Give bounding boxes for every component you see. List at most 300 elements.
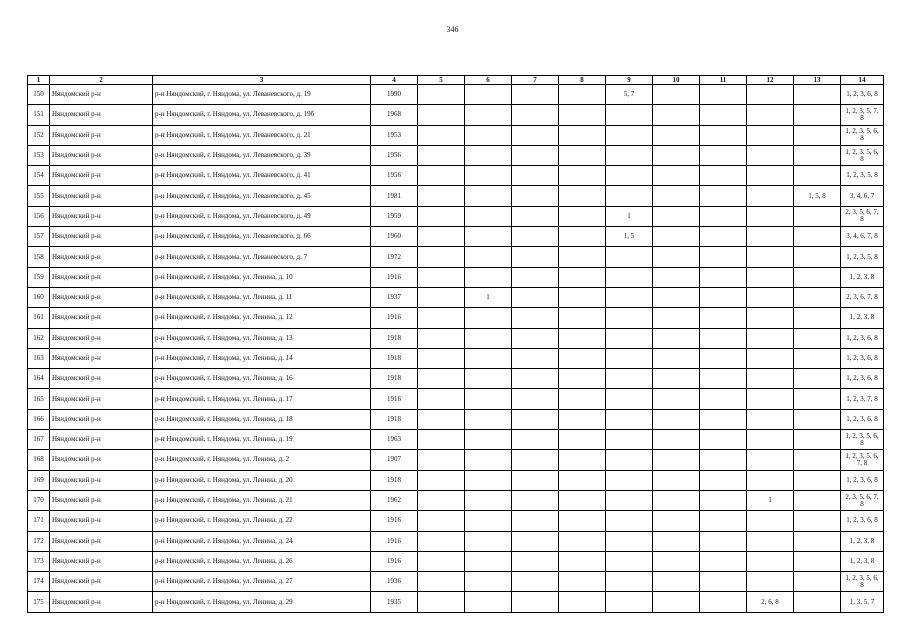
col8-cell bbox=[559, 511, 606, 531]
col14-cell: 3, 4, 6, 7, 8 bbox=[841, 227, 884, 247]
row-number-cell: 171 bbox=[28, 511, 50, 531]
col13-cell bbox=[794, 308, 841, 328]
col9-cell bbox=[606, 470, 653, 490]
year-cell: 1963 bbox=[371, 430, 418, 450]
col13-cell bbox=[794, 511, 841, 531]
year-cell: 1990 bbox=[371, 85, 418, 105]
row-number-cell: 172 bbox=[28, 531, 50, 551]
col11-cell bbox=[700, 247, 747, 267]
row-number-cell: 159 bbox=[28, 267, 50, 287]
col8-cell bbox=[559, 105, 606, 125]
col6-cell bbox=[465, 227, 512, 247]
col10-cell bbox=[653, 551, 700, 571]
col12-cell bbox=[747, 551, 794, 571]
col10-cell bbox=[653, 389, 700, 409]
col9-cell bbox=[606, 105, 653, 125]
col7-cell bbox=[512, 267, 559, 287]
row-number-cell: 169 bbox=[28, 470, 50, 490]
row-number-cell: 151 bbox=[28, 105, 50, 125]
col7-cell bbox=[512, 369, 559, 389]
col11-cell bbox=[700, 531, 747, 551]
col9-cell bbox=[606, 348, 653, 368]
col6-cell bbox=[465, 592, 512, 612]
col14-cell: 1, 2, 3, 8 bbox=[841, 531, 884, 551]
col10-cell bbox=[653, 490, 700, 510]
table-row bbox=[28, 85, 884, 105]
col9-cell bbox=[606, 166, 653, 186]
col10-cell bbox=[653, 369, 700, 389]
col10-cell bbox=[653, 105, 700, 125]
row-number-cell: 154 bbox=[28, 166, 50, 186]
col11-cell bbox=[700, 551, 747, 571]
col13-cell bbox=[794, 592, 841, 612]
col10-cell bbox=[653, 267, 700, 287]
col9-cell bbox=[606, 490, 653, 510]
col5-cell bbox=[418, 551, 465, 571]
table-row bbox=[28, 227, 884, 247]
col5-cell bbox=[418, 85, 465, 105]
row-number-cell: 163 bbox=[28, 348, 50, 368]
table-row bbox=[28, 511, 884, 531]
col11-cell bbox=[700, 572, 747, 592]
col12-cell bbox=[747, 308, 794, 328]
col10-cell bbox=[653, 85, 700, 105]
district-cell: Няндомский р-н bbox=[50, 511, 153, 531]
year-cell: 1962 bbox=[371, 490, 418, 510]
year-cell: 1918 bbox=[371, 470, 418, 490]
address-cell: р-н Няндомский, г. Няндома, ул. Ленина, д. 27 bbox=[153, 572, 371, 592]
col11-cell bbox=[700, 490, 747, 510]
col14-cell: 3, 4, 6, 7 bbox=[841, 186, 884, 206]
col7-cell bbox=[512, 247, 559, 267]
col10-cell bbox=[653, 125, 700, 145]
col6-cell bbox=[465, 572, 512, 592]
col13-cell bbox=[794, 531, 841, 551]
col8-cell bbox=[559, 308, 606, 328]
year-cell: 1907 bbox=[371, 450, 418, 470]
address-cell: р-н Няндомский, г. Няндома, ул. Ленина, д. 13 bbox=[153, 328, 371, 348]
col12-cell bbox=[747, 186, 794, 206]
col6-cell bbox=[465, 186, 512, 206]
col13-cell bbox=[794, 145, 841, 165]
col11-cell bbox=[700, 369, 747, 389]
row-number-cell: 160 bbox=[28, 287, 50, 307]
col5-cell bbox=[418, 308, 465, 328]
address-cell: р-н Няндомский, г. Няндома, ул. Ленина, д. 16 bbox=[153, 369, 371, 389]
col6-cell bbox=[465, 267, 512, 287]
col7-cell bbox=[512, 186, 559, 206]
col6-cell bbox=[465, 450, 512, 470]
col12-cell: 1 bbox=[747, 490, 794, 510]
col10-cell bbox=[653, 308, 700, 328]
address-cell: р-н Няндомский, г. Няндома, ул. Ленина, д. 12 bbox=[153, 308, 371, 328]
col8-cell bbox=[559, 470, 606, 490]
col10-cell bbox=[653, 206, 700, 226]
year-cell: 1916 bbox=[371, 267, 418, 287]
col14-cell: 1, 2, 3, 6, 8 bbox=[841, 470, 884, 490]
col9-cell bbox=[606, 592, 653, 612]
col14-cell: 1, 2, 3, 8 bbox=[841, 267, 884, 287]
col13-cell bbox=[794, 105, 841, 125]
table-row bbox=[28, 348, 884, 368]
col6-cell bbox=[465, 145, 512, 165]
col12-cell bbox=[747, 369, 794, 389]
col14-cell: 1, 2, 3, 6, 8 bbox=[841, 328, 884, 348]
col12-cell bbox=[747, 267, 794, 287]
address-cell: р-н Няндомский, г. Няндома, ул. Ленина, д. 17 bbox=[153, 389, 371, 409]
col10-cell bbox=[653, 450, 700, 470]
col14-cell: 1, 2, 3, 8 bbox=[841, 551, 884, 571]
col11-cell bbox=[700, 348, 747, 368]
table-row bbox=[28, 572, 884, 592]
table-row bbox=[28, 145, 884, 165]
col5-cell bbox=[418, 531, 465, 551]
col13-cell bbox=[794, 551, 841, 571]
col8-cell bbox=[559, 409, 606, 429]
col5-cell bbox=[418, 572, 465, 592]
col10-cell bbox=[653, 328, 700, 348]
row-number-cell: 174 bbox=[28, 572, 50, 592]
col6-cell bbox=[465, 511, 512, 531]
table-row bbox=[28, 105, 884, 125]
district-cell: Няндомский р-н bbox=[50, 430, 153, 450]
col7-cell bbox=[512, 551, 559, 571]
col11-cell bbox=[700, 166, 747, 186]
col7-cell bbox=[512, 125, 559, 145]
col7-cell bbox=[512, 430, 559, 450]
table-row bbox=[28, 166, 884, 186]
column-header: 14 bbox=[841, 76, 884, 85]
col9-cell bbox=[606, 145, 653, 165]
col9-cell bbox=[606, 430, 653, 450]
col13-cell bbox=[794, 430, 841, 450]
address-cell: р-н Няндомский, г. Няндома, ул. Ленина, д. 2 bbox=[153, 450, 371, 470]
district-cell: Няндомский р-н bbox=[50, 247, 153, 267]
col10-cell bbox=[653, 348, 700, 368]
col6-cell bbox=[465, 369, 512, 389]
col6-cell bbox=[465, 166, 512, 186]
col5-cell bbox=[418, 430, 465, 450]
address-cell: р-н Няндомский, г. Няндома, ул. Ленина, д. 18 bbox=[153, 409, 371, 429]
year-cell: 1937 bbox=[371, 287, 418, 307]
col9-cell bbox=[606, 308, 653, 328]
col11-cell bbox=[700, 227, 747, 247]
col10-cell bbox=[653, 409, 700, 429]
district-cell: Няндомский р-н bbox=[50, 186, 153, 206]
col6-cell bbox=[465, 105, 512, 125]
district-cell: Няндомский р-н bbox=[50, 328, 153, 348]
table-row bbox=[28, 450, 884, 470]
col9-cell bbox=[606, 369, 653, 389]
col6-cell bbox=[465, 409, 512, 429]
col8-cell bbox=[559, 369, 606, 389]
table-row bbox=[28, 267, 884, 287]
col12-cell bbox=[747, 105, 794, 125]
table-row bbox=[28, 186, 884, 206]
col6-cell bbox=[465, 85, 512, 105]
col7-cell bbox=[512, 85, 559, 105]
district-cell: Няндомский р-н bbox=[50, 105, 153, 125]
col6-cell bbox=[465, 348, 512, 368]
col13-cell bbox=[794, 369, 841, 389]
col12-cell bbox=[747, 85, 794, 105]
col13-cell bbox=[794, 85, 841, 105]
col5-cell bbox=[418, 450, 465, 470]
col14-cell: 1, 2, 3, 5, 6, 8 bbox=[841, 572, 884, 592]
col7-cell bbox=[512, 490, 559, 510]
row-number-cell: 167 bbox=[28, 430, 50, 450]
district-cell: Няндомский р-н bbox=[50, 551, 153, 571]
col6-cell bbox=[465, 389, 512, 409]
col7-cell bbox=[512, 287, 559, 307]
col12-cell bbox=[747, 328, 794, 348]
col8-cell bbox=[559, 145, 606, 165]
col8-cell bbox=[559, 551, 606, 571]
col8-cell bbox=[559, 572, 606, 592]
col11-cell bbox=[700, 105, 747, 125]
year-cell: 1916 bbox=[371, 531, 418, 551]
table-row bbox=[28, 592, 884, 612]
column-header: 5 bbox=[418, 76, 465, 85]
col14-cell: 1, 2, 3, 6, 8 bbox=[841, 85, 884, 105]
district-cell: Няндомский р-н bbox=[50, 470, 153, 490]
row-number-cell: 150 bbox=[28, 85, 50, 105]
col14-cell: 2, 3, 5, 6, 7, 8 bbox=[841, 206, 884, 226]
row-number-cell: 155 bbox=[28, 186, 50, 206]
col13-cell bbox=[794, 287, 841, 307]
col12-cell bbox=[747, 389, 794, 409]
register-table bbox=[27, 75, 884, 613]
column-header: 6 bbox=[465, 76, 512, 85]
col5-cell bbox=[418, 328, 465, 348]
address-cell: р-н Няндомский, г. Няндома, ул. Ленина, д. 24 bbox=[153, 531, 371, 551]
district-cell: Няндомский р-н bbox=[50, 409, 153, 429]
address-cell: р-н Няндомский, г. Няндома, ул. Ленина, д. 19 bbox=[153, 430, 371, 450]
address-cell: р-н Няндомский, г. Няндома, ул. Леваневского, д. 19б bbox=[153, 105, 371, 125]
column-header: 1 bbox=[28, 76, 50, 85]
table-row bbox=[28, 531, 884, 551]
district-cell: Няндомский р-н bbox=[50, 450, 153, 470]
district-cell: Няндомский р-н bbox=[50, 227, 153, 247]
table-row bbox=[28, 369, 884, 389]
table-row bbox=[28, 430, 884, 450]
col11-cell bbox=[700, 287, 747, 307]
col9-cell bbox=[606, 551, 653, 571]
district-cell: Няндомский р-н bbox=[50, 125, 153, 145]
col5-cell bbox=[418, 287, 465, 307]
col11-cell bbox=[700, 511, 747, 531]
col9-cell: 5, 7 bbox=[606, 85, 653, 105]
address-cell: р-н Няндомский, г. Няндома, ул. Ленина, д. 10 bbox=[153, 267, 371, 287]
col9-cell: 1, 5 bbox=[606, 227, 653, 247]
district-cell: Няндомский р-н bbox=[50, 389, 153, 409]
col6-cell bbox=[465, 247, 512, 267]
col12-cell bbox=[747, 227, 794, 247]
col7-cell bbox=[512, 166, 559, 186]
col5-cell bbox=[418, 247, 465, 267]
col6-cell bbox=[465, 206, 512, 226]
row-number-cell: 152 bbox=[28, 125, 50, 145]
column-header: 11 bbox=[700, 76, 747, 85]
row-number-cell: 153 bbox=[28, 145, 50, 165]
address-cell: р-н Няндомский, г. Няндома, ул. Леваневского, д. 66 bbox=[153, 227, 371, 247]
district-cell: Няндомский р-н bbox=[50, 592, 153, 612]
col14-cell: 1, 2, 3, 6, 8 bbox=[841, 511, 884, 531]
col12-cell bbox=[747, 511, 794, 531]
col9-cell bbox=[606, 287, 653, 307]
col11-cell bbox=[700, 186, 747, 206]
col5-cell bbox=[418, 206, 465, 226]
year-cell: 1972 bbox=[371, 247, 418, 267]
col14-cell: 1, 2, 3, 8 bbox=[841, 308, 884, 328]
col11-cell bbox=[700, 206, 747, 226]
row-number-cell: 166 bbox=[28, 409, 50, 429]
col5-cell bbox=[418, 592, 465, 612]
row-number-cell: 161 bbox=[28, 308, 50, 328]
col14-cell: 1, 2, 3, 5, 6, 8 bbox=[841, 145, 884, 165]
year-cell: 1956 bbox=[371, 166, 418, 186]
col5-cell bbox=[418, 166, 465, 186]
row-number-cell: 173 bbox=[28, 551, 50, 571]
district-cell: Няндомский р-н bbox=[50, 369, 153, 389]
address-cell: р-н Няндомский, г. Няндома, ул. Ленина, д. 14 bbox=[153, 348, 371, 368]
col11-cell bbox=[700, 592, 747, 612]
col6-cell bbox=[465, 328, 512, 348]
year-cell: 1916 bbox=[371, 308, 418, 328]
district-cell: Няндомский р-н bbox=[50, 206, 153, 226]
year-cell: 1918 bbox=[371, 369, 418, 389]
col10-cell bbox=[653, 166, 700, 186]
col5-cell bbox=[418, 369, 465, 389]
year-cell: 1959 bbox=[371, 206, 418, 226]
col6-cell bbox=[465, 470, 512, 490]
col7-cell bbox=[512, 206, 559, 226]
col5-cell bbox=[418, 470, 465, 490]
col8-cell bbox=[559, 592, 606, 612]
col7-cell bbox=[512, 145, 559, 165]
address-cell: р-н Няндомский, г. Няндома, ул. Ленина, д. 21 bbox=[153, 490, 371, 510]
col7-cell bbox=[512, 328, 559, 348]
col12-cell bbox=[747, 348, 794, 368]
col11-cell bbox=[700, 267, 747, 287]
address-cell: р-н Няндомский, г. Няндома, ул. Леваневского, д. 21 bbox=[153, 125, 371, 145]
col13-cell bbox=[794, 409, 841, 429]
column-header: 9 bbox=[606, 76, 653, 85]
header-row bbox=[28, 76, 884, 85]
address-cell: р-н Няндомский, г. Няндома, ул. Леваневского, д. 19 bbox=[153, 85, 371, 105]
year-cell: 1918 bbox=[371, 409, 418, 429]
col14-cell: 1, 2, 3, 6, 8 bbox=[841, 348, 884, 368]
col8-cell bbox=[559, 430, 606, 450]
year-cell: 1916 bbox=[371, 551, 418, 571]
col13-cell bbox=[794, 389, 841, 409]
address-cell: р-н Няндомский, г. Няндома, ул. Ленина, д. 26 bbox=[153, 551, 371, 571]
col12-cell bbox=[747, 247, 794, 267]
page-number: 346 bbox=[446, 25, 459, 34]
col11-cell bbox=[700, 125, 747, 145]
col12-cell bbox=[747, 125, 794, 145]
col7-cell bbox=[512, 511, 559, 531]
col9-cell bbox=[606, 328, 653, 348]
address-cell: р-н Няндомский, г. Няндома, ул. Леваневского, д. 7 bbox=[153, 247, 371, 267]
year-cell: 1916 bbox=[371, 511, 418, 531]
col5-cell bbox=[418, 511, 465, 531]
col5-cell bbox=[418, 267, 465, 287]
col12-cell bbox=[747, 409, 794, 429]
col11-cell bbox=[700, 409, 747, 429]
col11-cell bbox=[700, 85, 747, 105]
col12-cell bbox=[747, 450, 794, 470]
address-cell: р-н Няндомский, г. Няндома, ул. Леваневского, д. 49 bbox=[153, 206, 371, 226]
col9-cell bbox=[606, 389, 653, 409]
col14-cell: 1, 2, 3, 7, 8 bbox=[841, 389, 884, 409]
col10-cell bbox=[653, 511, 700, 531]
col12-cell bbox=[747, 206, 794, 226]
col10-cell bbox=[653, 145, 700, 165]
table-row bbox=[28, 389, 884, 409]
col7-cell bbox=[512, 592, 559, 612]
col10-cell bbox=[653, 186, 700, 206]
col12-cell bbox=[747, 531, 794, 551]
row-number-cell: 157 bbox=[28, 227, 50, 247]
district-cell: Няндомский р-н bbox=[50, 490, 153, 510]
col12-cell bbox=[747, 470, 794, 490]
col5-cell bbox=[418, 227, 465, 247]
col8-cell bbox=[559, 531, 606, 551]
col8-cell bbox=[559, 125, 606, 145]
col6-cell bbox=[465, 551, 512, 571]
row-number-cell: 175 bbox=[28, 592, 50, 612]
col12-cell bbox=[747, 430, 794, 450]
year-cell: 1935 bbox=[371, 592, 418, 612]
column-header: 3 bbox=[153, 76, 371, 85]
col14-cell: 1, 2, 3, 5, 8 bbox=[841, 247, 884, 267]
col9-cell bbox=[606, 125, 653, 145]
address-cell: р-н Няндомский, г. Няндома, ул. Леваневского, д. 45 bbox=[153, 186, 371, 206]
col14-cell: 1, 2, 3, 6, 8 bbox=[841, 369, 884, 389]
col14-cell: 1, 2, 3, 5, 6, 8 bbox=[841, 125, 884, 145]
col8-cell bbox=[559, 186, 606, 206]
year-cell: 1918 bbox=[371, 328, 418, 348]
col11-cell bbox=[700, 308, 747, 328]
col9-cell: 1 bbox=[606, 206, 653, 226]
table-row bbox=[28, 125, 884, 145]
row-number-cell: 162 bbox=[28, 328, 50, 348]
district-cell: Няндомский р-н bbox=[50, 85, 153, 105]
district-cell: Няндомский р-н bbox=[50, 348, 153, 368]
col12-cell bbox=[747, 287, 794, 307]
col7-cell bbox=[512, 348, 559, 368]
district-cell: Няндомский р-н bbox=[50, 308, 153, 328]
col9-cell bbox=[606, 511, 653, 531]
col14-cell: 2, 3, 5, 6, 7, 8 bbox=[841, 490, 884, 510]
col5-cell bbox=[418, 105, 465, 125]
col10-cell bbox=[653, 470, 700, 490]
column-header: 2 bbox=[50, 76, 153, 85]
col8-cell bbox=[559, 328, 606, 348]
col7-cell bbox=[512, 450, 559, 470]
district-cell: Няндомский р-н bbox=[50, 267, 153, 287]
col14-cell: 2, 3, 6, 7, 8 bbox=[841, 287, 884, 307]
col13-cell: 1, 5, 8 bbox=[794, 186, 841, 206]
col14-cell: 1, 3, 5, 7 bbox=[841, 592, 884, 612]
table-row bbox=[28, 287, 884, 307]
address-cell: р-н Няндомский, г. Няндома, ул. Ленина, д. 20 bbox=[153, 470, 371, 490]
col9-cell bbox=[606, 409, 653, 429]
col10-cell bbox=[653, 287, 700, 307]
column-header: 12 bbox=[747, 76, 794, 85]
col8-cell bbox=[559, 389, 606, 409]
